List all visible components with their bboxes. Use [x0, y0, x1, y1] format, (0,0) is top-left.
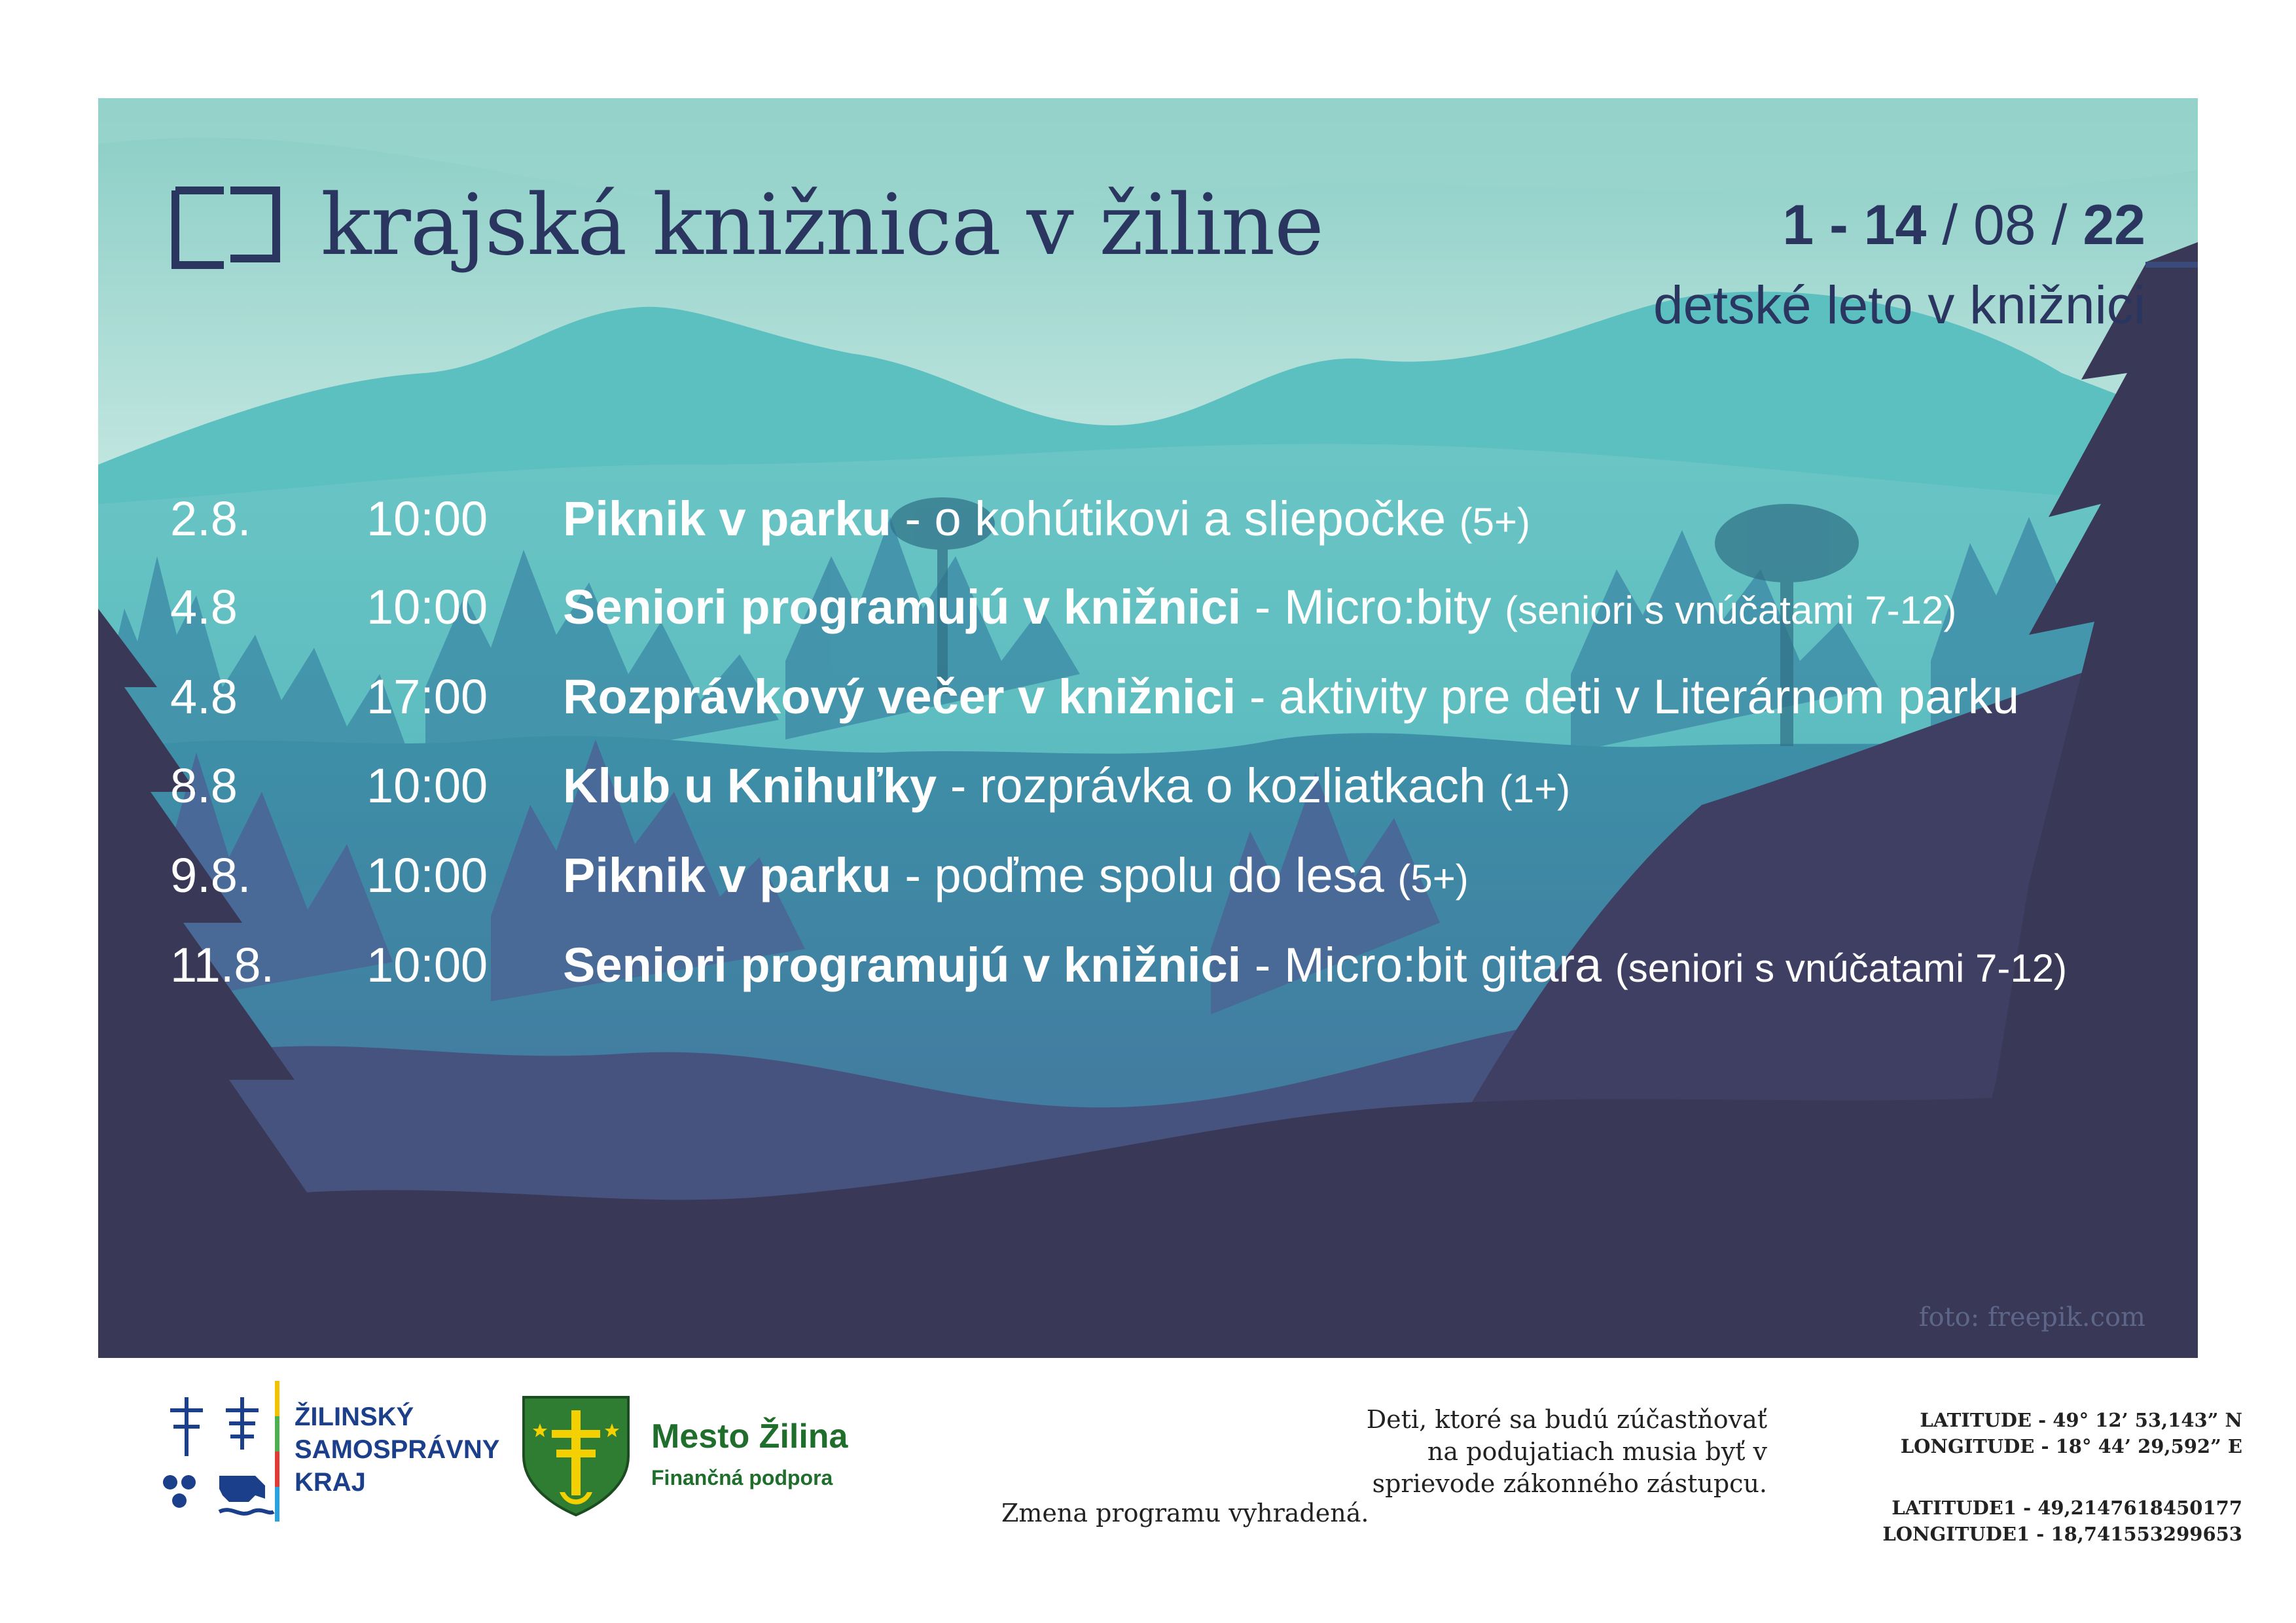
date-separator: -	[1814, 194, 1864, 257]
zsk-color-bar	[275, 1381, 279, 1522]
event-date: 2.8.	[170, 491, 251, 546]
event-title: Klub u Knihuľky	[563, 758, 937, 813]
longitude-decimal: LONGITUDE1 - 18,741553299653	[1882, 1523, 2242, 1545]
poster-banner	[98, 98, 2198, 1358]
latitude-decimal: LATITUDE1 - 49,2147618450177	[1892, 1497, 2242, 1519]
event-title: Seniori programujú v knižnici	[563, 938, 1242, 992]
zilina-crest-icon	[520, 1394, 632, 1518]
program-change-note: Zmena programu vyhradená.	[1001, 1499, 1369, 1527]
event-detail: - rozprávka o kozliatkach	[937, 758, 1499, 813]
date-start: 1	[1782, 194, 1814, 257]
event-audience: (5+)	[1459, 500, 1531, 544]
event-time: 10:00	[367, 491, 488, 546]
event-title: Seniori programujú v knižnici	[563, 580, 1242, 634]
event-time: 10:00	[367, 938, 488, 992]
event-time: 10:00	[367, 758, 488, 813]
event-audience: (1+)	[1499, 767, 1571, 811]
city-name: Mesto Žilina	[651, 1418, 848, 1455]
accent-line	[2145, 262, 2198, 268]
longitude-dms: LONGITUDE - 18° 44’ 29,592” E	[1900, 1435, 2242, 1457]
event-audience: (seniori s vnúčatami 7-12)	[1505, 588, 1957, 632]
latitude-dms: LATITUDE - 49° 12’ 53,143” N	[1920, 1409, 2242, 1431]
event-date: 11.8.	[170, 938, 275, 992]
guardian-note: Deti, ktoré sa budú zúčastňovať na podujatiach musia byť v sprievode zákonného zástupcu.	[1366, 1405, 1767, 1498]
zsk-coat-of-arms-icon	[157, 1384, 281, 1522]
event-audience: (seniori s vnúčatami 7-12)	[1615, 946, 2068, 990]
photo-credit: foto: freepik.com	[1918, 1302, 2145, 1332]
event-description	[563, 758, 1570, 813]
event-date: 4.8	[170, 669, 238, 724]
event-title: Rozprávkový večer v knižnici	[563, 669, 1236, 724]
gps-coordinates	[1882, 1407, 2242, 1547]
event-date: 4.8	[170, 580, 238, 634]
event-subtitle: detské leto v knižnici	[1653, 276, 2145, 335]
event-time: 10:00	[367, 848, 488, 902]
event-title: Piknik v parku	[563, 491, 891, 546]
date-year: 22	[2083, 194, 2145, 257]
event-detail: - Micro:bity	[1241, 580, 1505, 634]
event-title: Piknik v parku	[563, 848, 891, 902]
date-range	[1782, 193, 2145, 258]
event-detail: - aktivity pre deti v Literárnom parku	[1236, 669, 2020, 724]
event-date: 8.8	[170, 758, 238, 813]
event-description	[563, 491, 1530, 546]
city-support-label: Finančná podpora	[651, 1466, 833, 1489]
event-audience: (5+)	[1397, 857, 1469, 901]
event-detail: - poďme spolu do lesa	[891, 848, 1398, 902]
event-description	[563, 579, 1956, 635]
date-end-day: 14	[1863, 194, 1927, 257]
event-description	[563, 937, 2067, 993]
event-time: 10:00	[367, 580, 488, 634]
date-month: / 08 /	[1926, 194, 2083, 257]
library-logo-icon	[170, 185, 281, 270]
event-detail: - Micro:bit gitara	[1241, 938, 1615, 992]
event-description	[563, 847, 1469, 903]
event-description	[563, 669, 2019, 724]
zsk-region-name: ŽILINSKÝ SAMOSPRÁVNY KRAJ	[295, 1402, 500, 1497]
event-detail: - o kohútikovi a sliepočke	[891, 491, 1460, 546]
library-name: krajská knižnica v žiline	[321, 177, 1323, 274]
event-date: 9.8.	[170, 848, 251, 902]
event-time: 17:00	[367, 669, 488, 724]
